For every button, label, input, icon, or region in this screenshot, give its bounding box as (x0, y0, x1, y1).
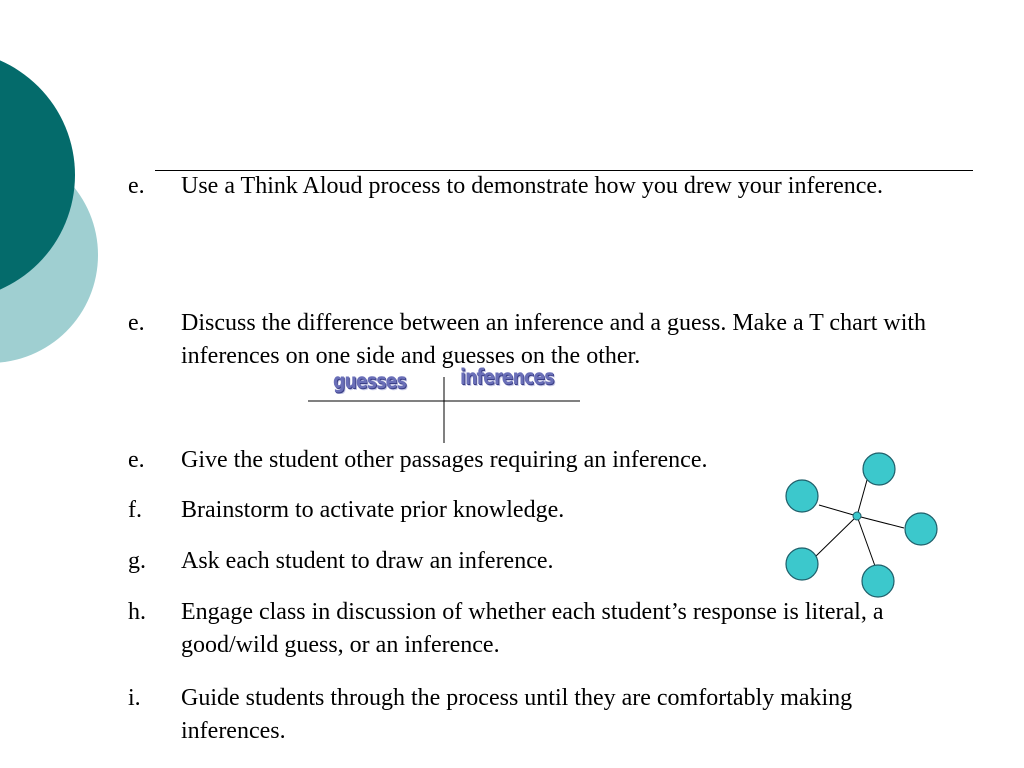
list-marker: i. (128, 685, 141, 711)
list-marker: e. (128, 173, 145, 199)
list-text: Discuss the difference between an inference and a guess. Make a T chart with inferences on one side and guesses on the other. (181, 310, 927, 369)
web-hub (853, 512, 861, 520)
list-marker: e. (128, 447, 145, 473)
web-node (786, 548, 818, 580)
list-text: Engage class in discussion of whether each student’s response is literal, a good/wild guess, or an inference. (181, 599, 884, 658)
list-text: Ask each student to draw an inference. (181, 548, 554, 574)
list-item (128, 307, 958, 373)
list-item (128, 170, 958, 203)
list-marker: h. (128, 599, 146, 625)
concept-web-diagram (775, 445, 950, 605)
list-marker: f. (128, 497, 142, 523)
list-marker: e. (128, 310, 145, 336)
t-chart (300, 365, 590, 447)
web-node (905, 513, 937, 545)
t-chart-label-inferences: inferences (460, 365, 554, 389)
list-text: Guide students through the process until they are comfortably making inferences. (181, 685, 853, 744)
list-text: Use a Think Aloud process to demonstrate how you drew your inference. (181, 173, 884, 199)
list-text: Give the student other passages requiring an inference. (181, 447, 708, 473)
web-node (786, 480, 818, 512)
list-item (128, 596, 958, 662)
t-chart-label-guesses: guesses (333, 369, 406, 393)
decorative-circles (0, 0, 110, 420)
web-node (863, 453, 895, 485)
list-marker: g. (128, 548, 146, 574)
list-text: Brainstorm to activate prior knowledge. (181, 497, 565, 523)
web-node (862, 565, 894, 597)
t-chart-lines (300, 365, 590, 447)
list-item (128, 682, 958, 748)
